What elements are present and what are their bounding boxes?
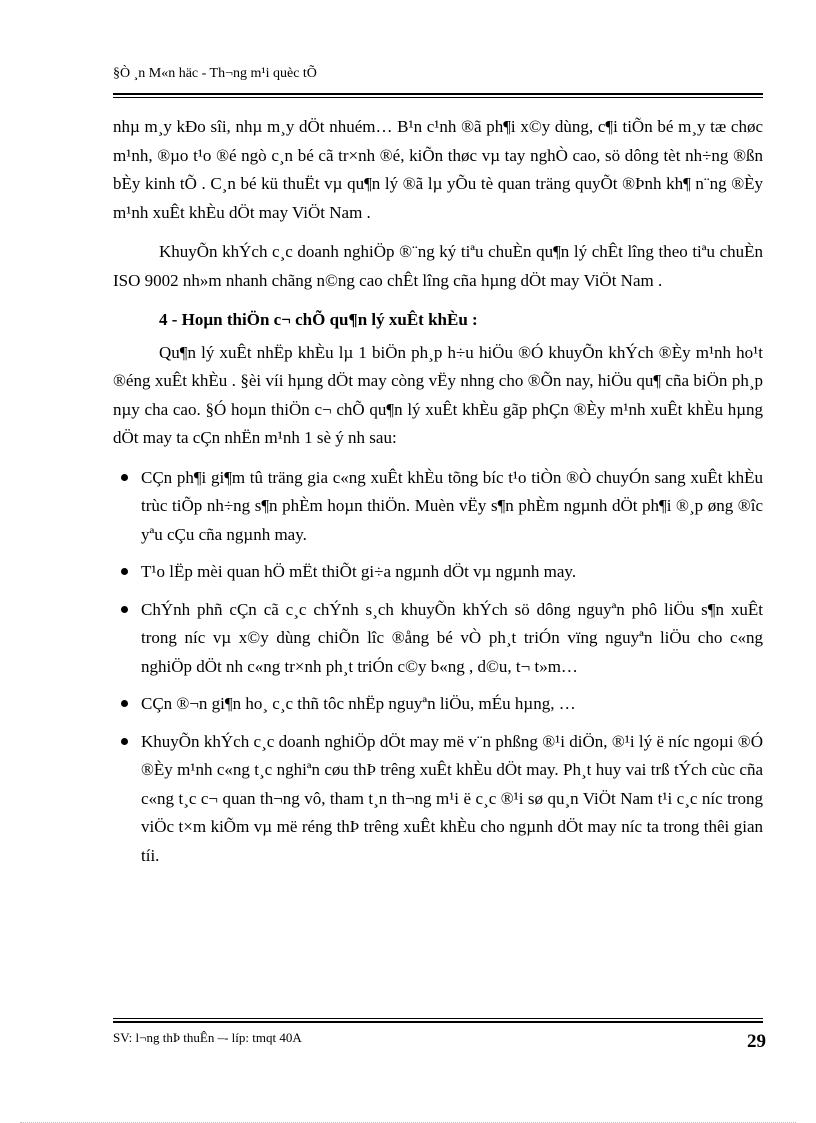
bullet-icon — [121, 738, 128, 745]
list-item — [113, 558, 763, 587]
page-number: 29 — [747, 1031, 766, 1052]
list-item — [113, 464, 763, 550]
list-item-text: KhuyÕn khÝch c¸c doanh nghiÖp dÖt may më v¨n phßng ®¹i diÖn, ®¹i lý ë níc ngoµi ®Ó ®Èy m¹nh c«ng t¸c nghiªn cøu thÞ trêng xuÊt khÈu dÖt may. Ph¸t huy vai trß tÝch cùc cña c«ng t¸c c¬ quan th¬ng vô, tham t¸n th¬ng m¹i ë c¸c ®¹i sø qu¸n ViÖt Nam t¹i c¸c níc trong viÖc t×m kiÕm vµ më réng thÞ trêng xuÊt khÈu cho ngµnh dÖt may níc ta trong thêi gian tíi. — [141, 731, 763, 865]
bullet-icon — [121, 606, 128, 613]
paragraph-management: Qu¶n lý xuÊt nhËp khÈu lµ 1 biÖn ph¸p h÷u hiÖu ®Ó khuyÕn khÝch ®Èy m¹nh ho¹t ®éng xuÊt khÈu . §èi víi hµng dÖt may còng vËy nhng cho ®Õn nay, hiÖu qu¶ cña biÖn ph¸p nµy cha cao. §Ó hoµn thiÖn c¬ chÕ qu¶n lý xuÊt khÈu gãp phÇn ®Èy m¹nh xuÊt khÈu hµng dÖt may ta cÇn nhËn m¹nh 1 sè ý nh sau: — [113, 342, 763, 447]
list-item — [113, 596, 763, 682]
bullet-icon — [121, 474, 128, 481]
bullet-list — [113, 464, 763, 871]
paragraph-iso: KhuyÕn khÝch c¸c doanh nghiÖp ®¨ng ký tiªu chuÈn qu¶n lý chÊt lîng theo tiªu chuÈn ISO 9002 nh»m nhanh chãng n©ng cao chÊt lîng cña hµng dÖt may ViÖt Nam . — [113, 242, 763, 290]
bullet-icon — [121, 700, 128, 707]
list-item-text: CÇn ph¶i gi¶m tû träng gia c«ng xuÊt khÈu tõng bíc t¹o tiÒn ®Ò chuyÓn sang xuÊt khÈu trùc tiÕp nh÷ng s¶n phÈm hoµn thiÖn. Muèn vËy s¶n phÈm ngµnh dÖt ph¶i ®¸p øng ®îc yªu cÇu cña ngµnh may. — [141, 467, 763, 544]
list-item-text: ChÝnh phñ cÇn cã c¸c chÝnh s¸ch khuyÕn khÝch sö dông nguyªn phô liÖu s¶n xuÊt trong níc vµ x©y dùng chiÕn lîc ®ång bé vÒ ph¸t triÓn vïng nguyªn liÖu cho c«ng nghiÖp dÖt nh c«ng tr×nh ph¸t triÓn c©y b«ng , d©u, t¬ t»m… — [141, 599, 763, 676]
list-item — [113, 728, 763, 871]
header-rule-thick — [113, 93, 763, 95]
paragraph-continued: nhµ m¸y kÐo sîi, nhµ m¸y dÖt nhuém… B¹n c¹nh ®ã ph¶i x©y dùng, c¶i tiÕn bé m¸y tæ chøc m¹nh, ®µo t¹o ®é ngò c¸n bé cã tr×nh ®é, kiÕn thøc vµ tay nghÒ cao, sö dông tèt nh÷ng ®ßn bÈy kinh tÕ . C¸n bé kü thuËt vµ qu¶n lý ®ã lµ yÕu tè quan träng quyÕt ®Þnh kh¶ n¨ng ®Èy m¹nh xuÊt khÈu dÖt may ViÖt Nam . — [113, 117, 763, 222]
page-footer-text: SV: l¬ng thÞ thuÊn –- líp: tmqt 40A — [113, 1030, 302, 1045]
document-body — [113, 113, 763, 879]
section-heading: 4 - Hoµn thiÖn c¬ chÕ qu¶n lý xuÊt khÈu : — [159, 310, 478, 329]
footer-rule-thick — [113, 1021, 763, 1023]
header-rule-thin — [113, 97, 763, 98]
footer-rule-thin — [113, 1018, 763, 1019]
list-item-text: CÇn ®¬n gi¶n ho¸ c¸c thñ tôc nhËp nguyªn liÖu, mÉu hµng, … — [141, 694, 576, 713]
page-header-title: §Ò ¸n M«n häc - Th¬ng m¹i quèc tÕ — [113, 66, 317, 81]
list-item-text: T¹o lËp mèi quan hÖ mËt thiÕt gi÷a ngµnh dÖt vµ ngµnh may. — [141, 562, 577, 581]
list-item — [113, 690, 763, 719]
bullet-icon — [121, 568, 128, 575]
